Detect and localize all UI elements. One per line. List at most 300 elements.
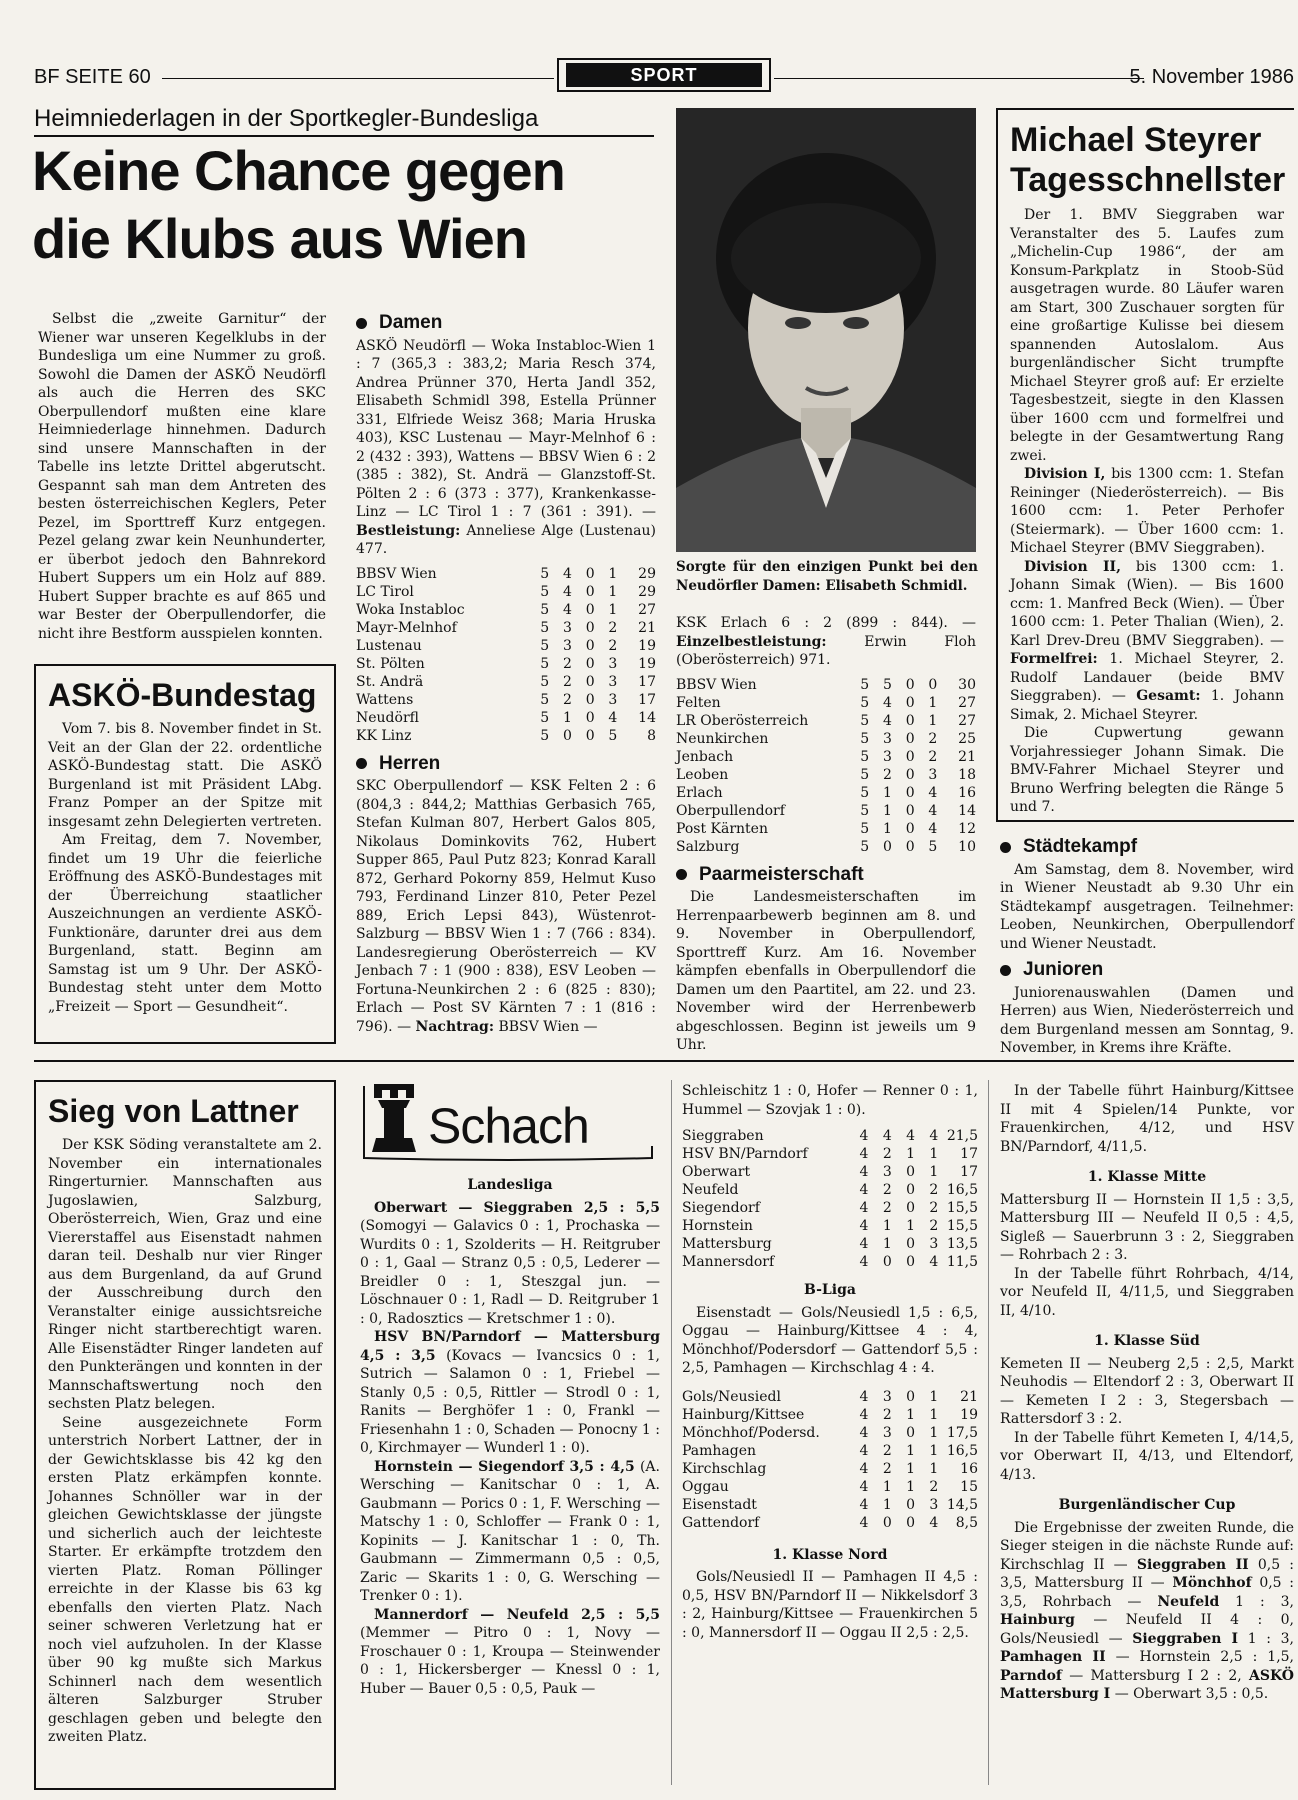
herren-standings-table [676,676,976,856]
division-2-text: bis 1300 ccm: 1. Johann Simak (Wien). — Bis 1600 ccm: 1. Manfred Beck (Wien). — Über 1600 ccm: 1. Peter Thalian (Wien), 2. Karl Drev-Dreu (BMV Sieggraben). — [1010,558,1284,649]
table-cell: 1 [906,1460,916,1477]
table-cell: 29 [638,583,656,600]
table-cell: 2 [929,1200,939,1216]
cup-text: — Oberwart 3,5 : 0,5. [1114,1686,1269,1702]
table-row [356,619,656,637]
lattner-body [48,1136,322,1747]
formelfrei-text: 1. Michael Steyrer, 2. Rudolf Landauer (beide BMV Sieggraben). — [1010,651,1284,704]
table-cell: 17 [960,1146,978,1162]
cup-winner: Pamhagen II [1000,1649,1106,1665]
table-cell: 16 [958,784,976,801]
issue-date: 5. November 1986 [1129,66,1294,88]
table-cell: 4 [562,583,572,600]
table-cell: 1 [882,1218,892,1234]
bliga-heading: B-Liga [804,1282,856,1298]
table-cell: 5 [860,838,870,855]
table-cell: 3 [882,1388,892,1405]
match-4 [360,1606,660,1699]
table-cell: 4 [562,565,572,582]
table-row [676,676,976,694]
table-cell: 29 [638,565,656,582]
paar-heading [676,863,976,885]
team-name: LC Tirol [356,583,414,600]
table-cell: 2 [882,1460,892,1477]
table-cell: 5 [540,601,550,618]
schach-logo-text: Schach [428,1098,589,1154]
table-cell: 0 [905,784,915,801]
table-cell: 15 [960,1478,978,1495]
table-cell: 4 [859,1128,869,1144]
damen-standings-table [356,565,656,745]
bullet-icon [676,869,687,880]
staedte-title: Städtekampf [1023,836,1138,857]
team-name: Salzburg [676,838,740,855]
match-1 [360,1199,660,1329]
col-3-top: In der Tabelle führt Hainburg/Kittsee II mit 4 Spielen/14 Punkte, vor Frauenkirchen, 4/12, und HSV BN/Parndorf, 4/11,5. [1000,1083,1294,1155]
team-name: Kirchschlag [682,1460,767,1477]
table-cell: 5 [860,676,870,693]
damen-best-label: Bestleistung: [356,522,461,539]
table-cell: 18 [958,766,976,783]
cup-text: 1 : 3, [1247,1630,1294,1647]
landesliga-heading: Landesliga [467,1177,553,1193]
table-row [356,637,656,655]
table-row [676,712,976,730]
table-cell: 21,5 [946,1128,978,1144]
table-cell: 1 [906,1146,916,1162]
table-cell: 1 [882,784,892,801]
table-row [682,1163,978,1181]
table-cell: 4 [859,1182,869,1198]
lattner-paragraph-2: Seine ausgezeichnete Form unterstrich Norbert Lattner, der in der Gewichtsklasse bis 42 kg den ersten Platz erkämpfen konnte. Johannes Schnöller war in der gleichen Gewichtsklasse der jüngste und sicherlich auch der leichteste Starter. Er erkämpfte trotzdem den vierten Platz. Roman Pöllinger erreichte in der Klasse bis 63 kg ebenfalls den vierten Platz. Nach seiner schweren Verletzung hat er noch viel aufzuholen. In der Klasse über 90 kg mußte sich Markus Schinnerl nach dem wesentlich älteren Salzburger Struber geschlagen geben und belegte den zweiten Platz. [48,1414,322,1745]
team-name: Gols/Neusiedl [682,1388,781,1405]
column-rule [671,1080,672,1785]
table-row [682,1253,978,1271]
paar-text: Die Landesmeisterschaften im Herrenpaarbewerb beginnen am 8. und 9. November in Oberpullendorf, Sporttreff Kurz. Am 16. November kämpfen ebenfalls in Oberpullendorf die Damen um den Paartitel, am 22. und 23. November wird der Herrenbewerb abgeschlossen. Beginn ist jeweils um 9 Uhr. [676,889,976,1053]
table-cell: 1 [906,1406,916,1423]
division-1-text: bis 1300 ccm: 1. Stefan Reininger (Niederösterreich). — Bis 1600 ccm: 1. Peter Perhofer (Steiermark). — Über 1600 ccm: 1. Michael Steyrer (BMV Sieggraben). [1010,466,1284,556]
table-row [682,1235,978,1253]
table-cell: 1 [929,1460,939,1477]
herren-nachtrag: BBSV Wien — [498,1018,598,1035]
table-cell: 0 [905,730,915,747]
table-cell: 2 [562,691,572,708]
table-cell: 0 [585,709,595,726]
division-1-label: Division I, [1024,466,1106,482]
table-cell: 1 [906,1478,916,1495]
table-cell: 16,5 [946,1442,978,1459]
mitte-text: Mattersburg II — Hornstein II 1,5 : 3,5, Mattersburg III — Neufeld II 0,5 : 4,5, Sigleß — Sauerbrunn 3 : 2, Sieggraben — Rohrbach 2 : 3. [1000,1191,1294,1263]
table-row [676,820,976,838]
table-cell: 3 [882,1424,892,1441]
main-intro [38,310,326,643]
table-cell: 0 [882,1254,892,1270]
table-cell: 17 [638,691,656,708]
table-cell: 1 [882,1478,892,1495]
team-name: Hornstein [682,1218,753,1234]
staedte-junioren-section [1000,832,1294,1058]
table-cell: 5 [540,691,550,708]
division-2-label: Division II, [1024,558,1121,575]
section-divider [34,1060,1294,1062]
table-cell: 1 [882,802,892,819]
herren-title: Herren [379,752,441,774]
table-cell: 0 [882,1514,892,1531]
table-cell: 4 [859,1254,869,1270]
table-cell: 8,5 [955,1514,978,1531]
mitte-table-text: In der Tabelle führt Rohrbach, 4/14, vor Neufeld II, 4/11,5, und Sieggraben II, 4/10. [1000,1265,1294,1319]
table-cell: 21 [958,748,976,765]
table-cell: 4 [608,709,618,726]
table-cell: 0 [905,748,915,765]
table-cell: 0 [906,1200,916,1216]
section-box [557,58,771,92]
table-cell: 0 [562,727,572,744]
team-name: Oberwart [682,1164,751,1180]
staedte-text: Am Samstag, dem 8. November, wird in Wiener Neustadt ab 9.30 Uhr ein Städtekampf ausgetragen. Teilnehmer: Leoben, Neunkirchen, Oberpullendorf und Wiener Neustadt. [1000,861,1294,952]
table-cell: 5 [860,748,870,765]
table-cell: 0 [585,727,595,744]
team-name: Pamhagen [682,1442,757,1459]
table-cell: 27 [958,694,976,711]
bullet-icon [1000,965,1011,976]
table-cell: 2 [562,655,572,672]
table-cell: 11,5 [946,1254,978,1270]
match-3-text: (A. Wersching — Kanitschar 0 : 1, A. Gaubmann — Porics 0 : 1, F. Wersching — Matschy 1 : 0, Schloffer — Frank 0 : 1, Kopinits — J. Kanitschar 1 : 0, Th. Gaubmann — Zimmermann 0,5 : 0,5, Zaric — Skarits 1 : 0, G. Wersching — Trenker 0 : 1). [360,1458,660,1604]
team-name: KK Linz [356,727,412,744]
table-cell: 1 [906,1218,916,1234]
table-cell: 2 [882,1146,892,1162]
table-cell: 2 [882,1182,892,1198]
steyrer-title-1: Michael Steyrer [1010,121,1262,159]
table-cell: 5 [860,694,870,711]
table-row [682,1181,978,1199]
table-row [682,1460,978,1478]
table-row [682,1424,978,1442]
cup-text: — Mattersburg I 2 : 2, [1069,1667,1242,1684]
team-name: Leoben [676,766,729,783]
schach-col-3 [1000,1082,1294,1704]
table-cell: 0 [585,691,595,708]
table-cell: 16,5 [946,1182,978,1198]
table-cell: 0 [906,1496,916,1513]
schach-col-1 [360,1172,660,1698]
table-cell: 0 [906,1254,916,1270]
table-row [356,709,656,727]
table-row [682,1127,978,1145]
table-row [682,1217,978,1235]
askoe-box [34,664,336,1044]
table-cell: 25 [958,730,976,747]
formelfrei-label: Formelfrei: [1010,651,1098,667]
table-cell: 1 [882,1236,892,1252]
photo-caption: Sorgte für den einzigen Punkt bei den Neudörfler Damen: Elisabeth Schmidl. [676,559,978,594]
match-3-head: Hornstein — Siegendorf 3,5 : 4,5 [374,1458,635,1475]
team-name: Woka Instabloc [356,601,465,618]
steyrer-title-2: Tagesschnellster [1010,161,1286,199]
table-cell: 12 [958,820,976,837]
table-cell: 5 [860,766,870,783]
table-cell: 4 [859,1200,869,1216]
herren-heading [356,752,656,774]
page-number: BF SEITE 60 [34,66,151,88]
team-name: HSV BN/Parndorf [682,1146,808,1162]
table-cell: 5 [540,727,550,744]
table-cell: 0 [905,838,915,855]
table-cell: 4 [929,1514,939,1531]
table-cell: 5 [860,730,870,747]
table-cell: 17,5 [946,1424,978,1441]
table-cell: 0 [585,637,595,654]
paar-title: Paarmeisterschaft [699,863,864,885]
table-cell: 2 [882,1200,892,1216]
team-name: Mannersdorf [682,1254,775,1270]
cup-winner: ASKÖ Mattersburg I [1000,1667,1294,1702]
team-name: Neudörfl [356,709,419,726]
cup-winner: Parndof [1000,1667,1062,1684]
mitte-heading: 1. Klasse Mitte [1087,1169,1207,1185]
team-name: Jenbach [676,748,734,765]
cup-intro: Die Ergebnisse der zweiten Runde, die Sieger steigen in die nächste Runde auf: Kirchschlag II — [1000,1519,1294,1573]
table-row [682,1496,978,1514]
table-row [356,691,656,709]
table-row [356,727,656,745]
table-cell: 0 [585,619,595,636]
table-cell: 14,5 [946,1496,978,1513]
table-cell: 1 [906,1442,916,1459]
table-cell: 19 [638,655,656,672]
table-cell: 1 [929,1146,939,1162]
table-cell: 21 [960,1388,978,1405]
table-cell: 4 [859,1496,869,1513]
table-cell: 0 [905,820,915,837]
cup-winner: Hainburg [1000,1612,1075,1628]
table-cell: 4 [859,1388,869,1405]
damen-heading [356,314,656,333]
herren-nachtrag-label: Nachtrag: [415,1018,494,1035]
herren-results [356,777,656,1036]
steyrer-paragraph-1: Der 1. BMV Sieggraben war Veranstalter des 5. Laufes zum „Michelin-Cup 1986“, der am Konsum-Parkplatz in Stoob-Süd ausgetragen wurde. 80 Läufer waren am Start, 300 Zuschauer sorgten für eine großartige Kulisse bei diesem spannenden Autoslalom. Aus burgenländischer Sicht trumpfte Michael Steyrer groß auf: Er erzielte Tagesbestzeit, siegte in den Klassen über 1600 ccm und formelfrei und belegte in der Gesamtwertung Rang zwei. [1010,207,1284,464]
cup-text: 0,5 : 3,5, Mattersburg II — [1000,1556,1295,1591]
table-cell: 3 [882,730,892,747]
steyrer-division-1 [1010,465,1284,558]
table-cell: 0 [906,1164,916,1180]
table-cell: 0 [905,694,915,711]
staedte-heading [1000,838,1294,857]
steyrer-box [996,108,1294,822]
table-cell: 17 [638,673,656,690]
match-2 [360,1328,660,1458]
table-cell: 13,5 [946,1236,978,1252]
table-cell: 4 [562,601,572,618]
table-cell: 4 [859,1236,869,1252]
team-name: Mattersburg [682,1236,772,1252]
lattner-paragraph-1: Der KSK Söding veranstaltete am 2. November ein internationales Ringerturnier. Mannschaften aus Jugoslawien, Salzburg, Oberösterreich, Wien, Graz und eine Viererstaffel aus Eisenstadt nahmen daran teil. Deshalb nur vier Ringer aus dem Burgenland, da auf Grund der Ausschreibung durch den Veranstalter einige aussichtsreiche Ringer nicht startberechtigt waren. Alle Eisenstädter Ringer landeten auf den Punkterängen und konnten in der Mannschaftswertung noch den sechsten Platz belegen. [48,1137,322,1412]
nord-text: Gols/Neusiedl II — Pamhagen II 4,5 : 0,5, HSV BN/Parndorf II — Nikkelsdorf 3 : 2, Hainburg/Kittsee — Frauenkirchen 5 : 0, Mannersdorf II — Oggau II 2,5 : 2,5. [682,1569,978,1641]
table-cell: 0 [882,838,892,855]
gesamt-label: Gesamt: [1136,688,1201,704]
table-row [356,673,656,691]
bullet-icon [356,758,367,769]
table-cell: 4 [928,820,938,837]
team-name: Erlach [676,784,723,801]
table-row [676,766,976,784]
table-cell: 4 [929,1128,939,1144]
table-cell: 0 [906,1514,916,1531]
bullet-icon [1000,842,1011,853]
headline-line-2: die Klubs aus Wien [32,207,527,270]
table-row [676,784,976,802]
table-cell: 0 [905,766,915,783]
team-name: St. Andrä [356,673,424,690]
header-rule-right [774,78,1144,79]
team-name: Neunkirchen [676,730,769,747]
table-cell: 14 [638,709,656,726]
table-cell: 0 [585,583,595,600]
headline-line-1: Keine Chance gegen [32,139,565,202]
table-cell: 1 [928,694,938,711]
section-label: SPORT [566,63,762,87]
cup-text: 0,5 : 3,5, Rohrbach — [1000,1575,1295,1610]
table-cell: 14 [958,802,976,819]
match-4-head: Mannerdorf — Neufeld 2,5 : 5,5 [374,1606,660,1623]
schach-logo [358,1076,658,1166]
table-row [682,1406,978,1424]
header-rule-left [162,78,554,79]
table-cell: 0 [585,673,595,690]
match-1-text: (Somogyi — Galavics 0 : 1, Prochaska — Wurdits 0 : 1, Szolderits — H. Reitgruber 0 : 1, Gaal — Stranz 0,5 : 0,5, Lederer — Breidler 0 : 1, Steszgal jun. — Löschnauer 0 : 1, Radl — D. Reitgruber 1 : 0, Radosztics — Kretschmer 1 : 0). [360,1218,660,1327]
table-cell: 1 [929,1164,939,1180]
damen-best: Anneliese Alge (Lustenau) 477. [356,522,657,557]
table-cell: 8 [647,727,656,744]
table-cell: 4 [929,1254,939,1270]
table-cell: 0 [928,676,938,693]
table-cell: 1 [608,601,618,618]
table-cell: 0 [585,655,595,672]
steyrer-body [1010,206,1284,817]
match-3 [360,1458,660,1606]
sued-heading: 1. Klasse Süd [1094,1333,1200,1349]
table-row [676,730,976,748]
table-cell: 3 [562,619,572,636]
table-cell: 0 [906,1388,916,1405]
table-row [676,694,976,712]
bullet-icon [356,318,367,329]
cup-winner: Sieggraben II [1136,1556,1249,1573]
table-cell: 5 [540,637,550,654]
table-row [356,565,656,583]
table-row [676,748,976,766]
table-cell: 5 [860,712,870,729]
bliga-table [682,1388,978,1532]
table-cell: 2 [929,1182,939,1198]
table-cell: 4 [928,802,938,819]
askoe-title: ASKÖ-Bundestag [48,677,317,713]
erlach-best: Erwin Floh (Oberösterreich) 971. [676,633,976,668]
team-name: Wattens [356,691,414,708]
table-row [682,1514,978,1532]
table-cell: 2 [882,1406,892,1423]
table-cell: 3 [562,637,572,654]
page-header [34,58,1294,94]
table-cell: 5 [608,727,618,744]
table-cell: 27 [638,601,656,618]
steyrer-division-2 [1010,558,1284,725]
table-cell: 0 [905,802,915,819]
team-name: Felten [676,694,721,711]
table-cell: 4 [859,1218,869,1234]
table-cell: 0 [906,1424,916,1441]
table-cell: 3 [608,655,618,672]
table-cell: 15,5 [946,1218,978,1234]
portrait-photo [676,108,976,552]
match-2-head: HSV BN/Parndorf — Mattersburg 4,5 : 3,5 [360,1329,660,1364]
table-cell: 3 [608,673,618,690]
photo-elisabeth-schmidl [676,108,976,552]
team-name: Post Kärnten [676,820,768,837]
table-cell: 4 [859,1478,869,1495]
team-name: Neufeld [682,1182,739,1198]
table-cell: 2 [882,1442,892,1459]
damen-results [356,337,656,559]
table-cell: 0 [585,565,595,582]
erlach-best-label: Einzelbestleistung: [676,633,827,650]
team-name: LR Oberösterreich [676,712,809,729]
team-name: Siegendorf [682,1200,760,1216]
table-cell: 5 [540,565,550,582]
team-name: Mönchhof/Podersd. [682,1424,820,1441]
askoe-paragraph-1: Vom 7. bis 8. November findet in St. Veit an der Glan der 22. ordentliche ASKÖ-Bundestag statt. Die ASKÖ Burgenland ist mit Präsident LAbg. Franz Pomper an der Spitze mit insgesamt zehn Delegierten vertreten. [48,721,322,830]
schach-col-2 [682,1082,978,1642]
team-name: Eisenstadt [682,1496,757,1513]
table-cell: 21 [638,619,656,636]
table-cell: 4 [928,784,938,801]
table-cell: 5 [540,709,550,726]
team-name: BBSV Wien [356,565,437,582]
team-name: St. Pölten [356,655,425,672]
nord-heading: 1. Klasse Nord [772,1546,888,1563]
cup-winner: Mönchhof [1172,1575,1252,1591]
table-cell: 4 [859,1164,869,1180]
table-cell: 5 [860,820,870,837]
askoe-paragraph-2: Am Freitag, dem 7. November, findet um 19 Uhr die feierliche Eröffnung des ASKÖ-Bundestages mit der Überreichung staatlicher Auszeichnungen an verdiente ASKÖ-Funktionäre, darunter drei aus dem Burgenland, statt. Beginn am Samstag ist um 9 Uhr. Der ASKÖ-Bundestag steht unter dem Motto „Freizeit — Sport — Gesundheit“. [48,832,322,1015]
table-cell: 2 [562,673,572,690]
table-cell: 5 [540,583,550,600]
cup-winner: Sieggraben I [1132,1630,1239,1647]
table-row [682,1199,978,1217]
table-cell: 4 [882,712,892,729]
cup-text: — Neufeld II 4 : 0, Gols/Neusiedl — [1000,1612,1294,1647]
sued-text: Kemeten II — Neuberg 2,5 : 2,5, Markt Neuhodis — Eltendorf 2 : 3, Oberwart II — Kemeten I 2 : 3, Stegersbach — Rattersdorf 3 : 2. [1000,1355,1294,1427]
table-cell: 1 [562,709,572,726]
table-cell: 2 [882,766,892,783]
table-row [682,1442,978,1460]
team-name: Gattendorf [682,1514,760,1531]
team-name: Hainburg/Kittsee [682,1406,805,1423]
table-cell: 0 [906,1236,916,1252]
intro-paragraph: Selbst die „zweite Garnitur“ der Wiener war unseren Kegelklubs in der Bundesliga um eine Nummer zu groß. Sowohl die Damen der ASKÖ Neudörfl als auch die Herren des SKC Oberpullendorf mußten eine klare Heimniederlage hinnehmen. Dadurch sind unsere Mannschaften in der Tabelle ins letzte Drittel abgerutscht. Gespannt sah man dem Antreten des besten österreichischen Keglers, Peter Pezel, im Sporttreff Kurz entgegen. Pezel gelang zwar kein Neunhunderter, er überbot jedoch den Bahnrekord Hubert Suppers um ein Holz auf 889. Hubert Supper brachte es auf 865 und war Bester der Oberpullendorfer, die nicht ihre Bestform ausspielen konnten. [38,311,326,642]
damen-section [356,308,656,1036]
herren-section-cont [676,614,976,1055]
table-cell: 4 [882,1128,892,1144]
kicker: Heimniederlagen in der Sportkegler-Bundesliga [34,105,654,137]
team-name: Sieggraben [682,1128,764,1144]
table-cell: 19 [638,637,656,654]
match-2-text: (Kovacs — Ivancsics 0 : 1, Sutrich — Salamon 0 : 1, Friebel — Stanly 0,5 : 0,5, Rittler — Strodl 0 : 1, Ranits — Berghöfer 1 : 0, Frankl — Friesenhahn 1 : 0, Schaden — Ponocny 1 : 0, Kirchmayer — Wunderl 1 : 0). [360,1347,660,1456]
team-name: Mayr-Melnhof [356,619,457,636]
table-cell: 4 [859,1460,869,1477]
landesliga-table [682,1127,978,1271]
